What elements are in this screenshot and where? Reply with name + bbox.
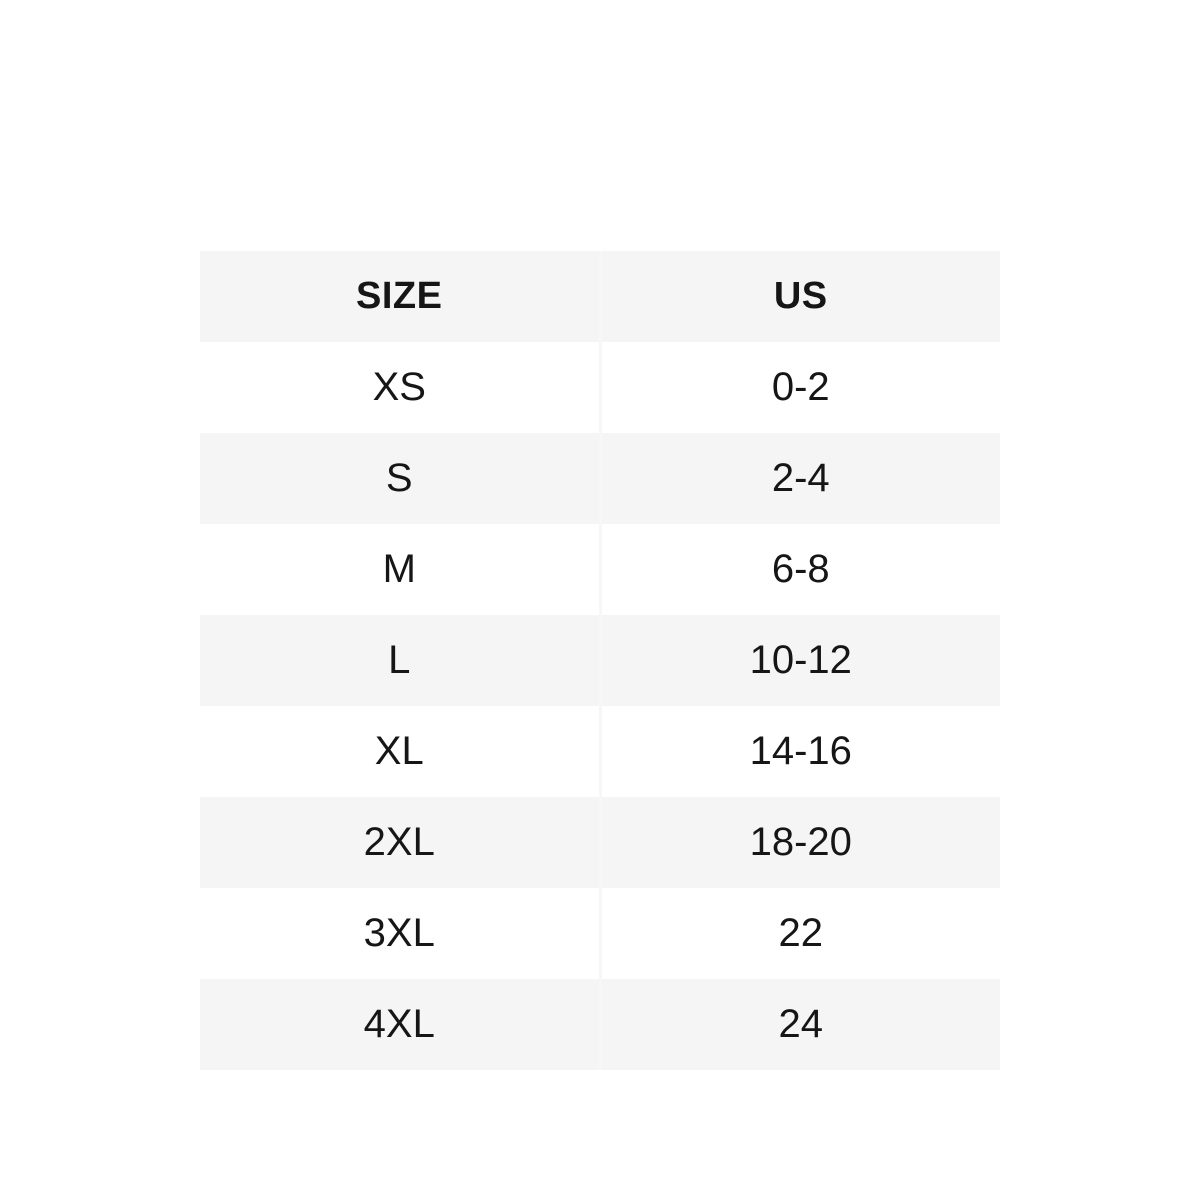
header-row xyxy=(200,251,1000,342)
size-chart-table xyxy=(200,251,1000,1070)
size-cell: S xyxy=(200,433,600,524)
size-cell: XS xyxy=(200,342,600,433)
size-chart-body xyxy=(200,342,1000,1070)
us-cell: 24 xyxy=(778,1002,823,1046)
us-cell: 22 xyxy=(778,911,823,955)
us-cell: 6-8 xyxy=(771,547,830,591)
us-cell: 18-20 xyxy=(749,820,852,864)
table-row xyxy=(200,888,1000,979)
us-column-header: US xyxy=(773,275,828,317)
size-chart-header xyxy=(200,251,1000,342)
table-row xyxy=(200,979,1000,1070)
table-row xyxy=(200,706,1000,797)
us-cell: 2-4 xyxy=(771,456,830,500)
size-cell: 3XL xyxy=(200,888,600,979)
us-cell: 0-2 xyxy=(771,365,830,409)
table-row xyxy=(200,615,1000,706)
size-cell: XL xyxy=(200,706,600,797)
size-column-header: SIZE xyxy=(200,251,600,342)
table-row xyxy=(200,797,1000,888)
size-cell: L xyxy=(200,615,600,706)
size-cell: M xyxy=(200,524,600,615)
table-row xyxy=(200,433,1000,524)
table-row xyxy=(200,524,1000,615)
us-cell: 10-12 xyxy=(749,638,852,682)
table-row xyxy=(200,342,1000,433)
size-cell: 4XL xyxy=(200,979,600,1070)
size-cell: 2XL xyxy=(200,797,600,888)
us-cell: 14-16 xyxy=(749,729,852,773)
